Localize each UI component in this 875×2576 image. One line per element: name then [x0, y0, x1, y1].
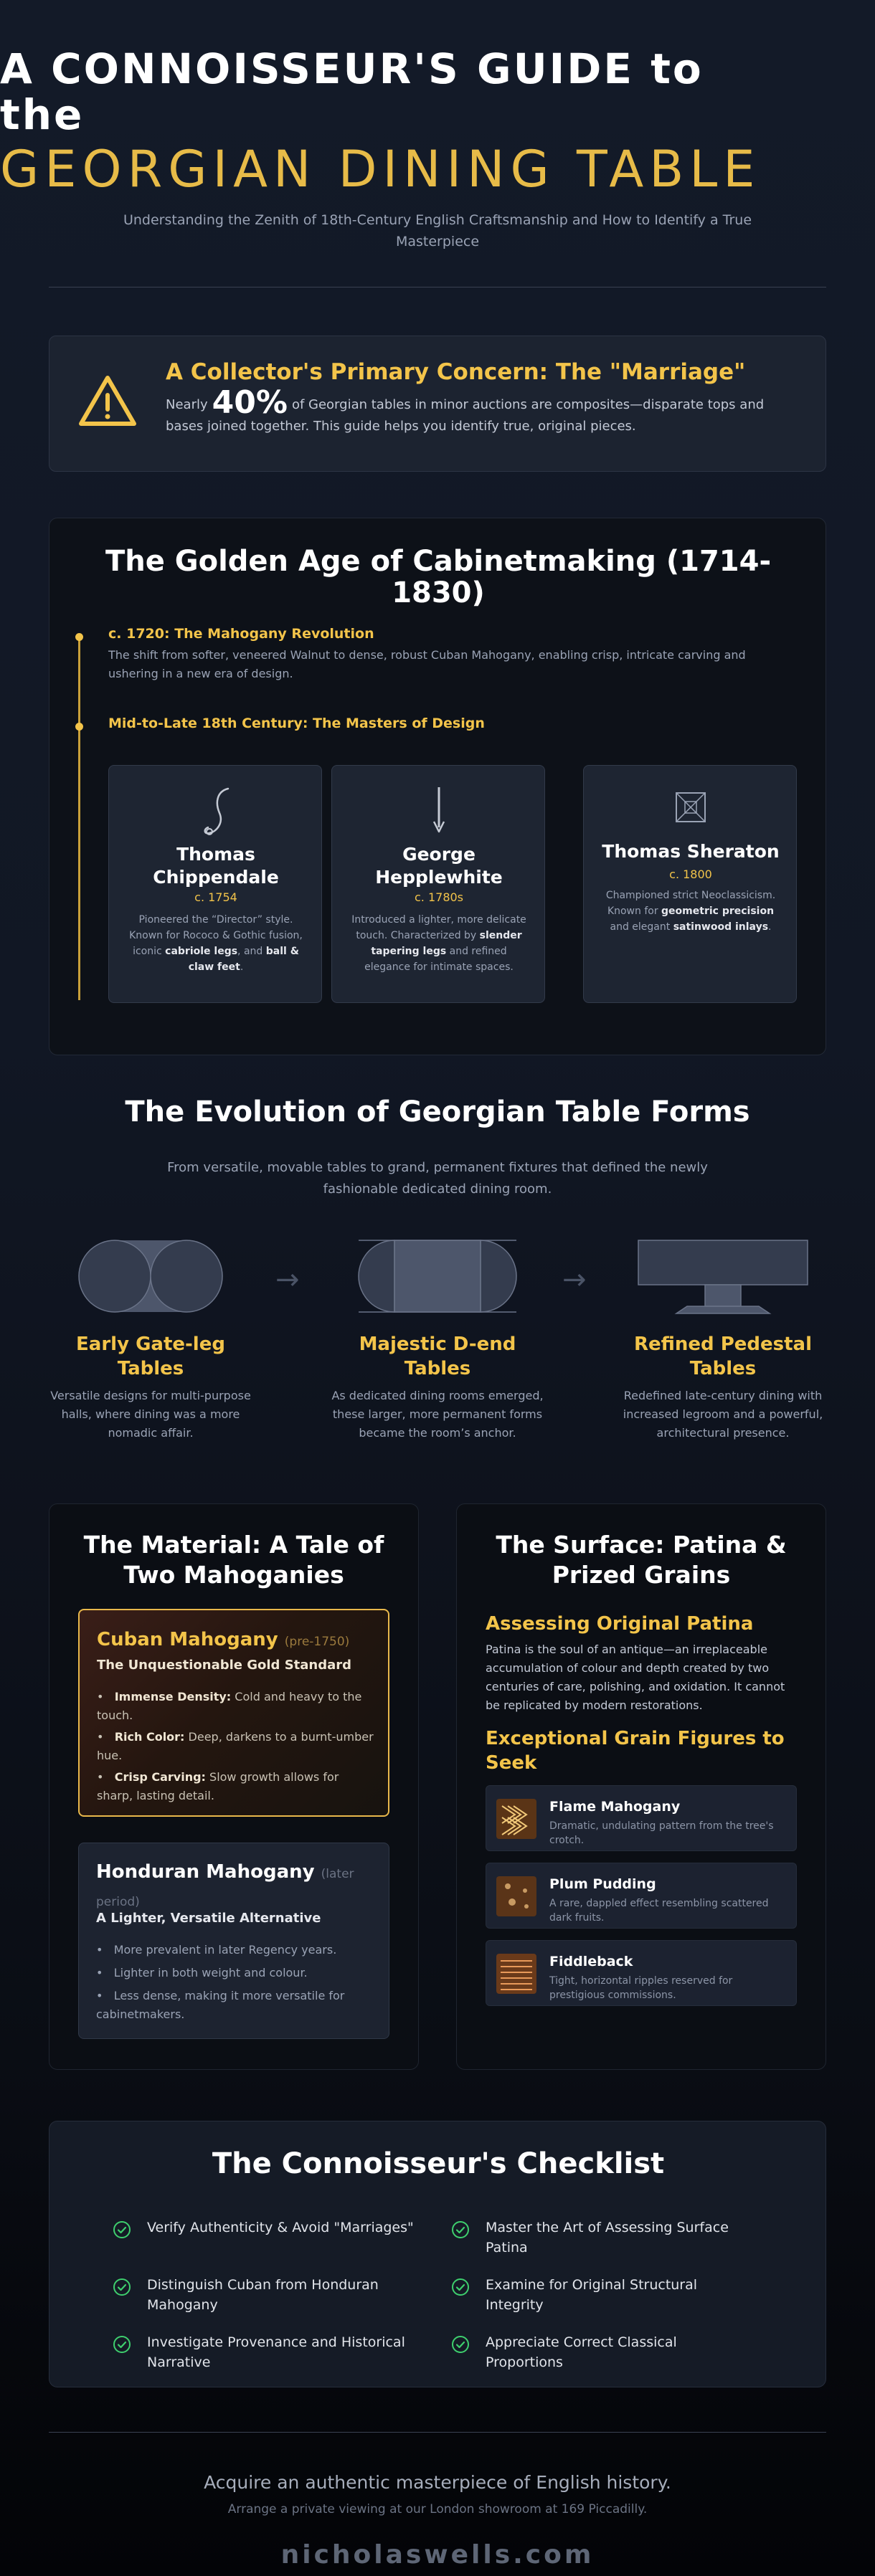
checklist-label: Verify Authenticity & Avoid "Marriages" [147, 2220, 414, 2235]
master-card-chippendale [108, 765, 322, 1003]
master-year: c. 1754 [194, 890, 237, 904]
patina-text: Patina is the soul of an antique—an irreplaceable accumulation of colour and depth created by two centuries of care, polishing, and oxidation. It cannot be replicated by modern restorations. [486, 1643, 785, 1712]
cuban-era: (pre-1750) [284, 1635, 350, 1649]
page-title-line-2: the [0, 90, 85, 139]
check-circle-icon [451, 2335, 470, 2354]
d-end-table-icon [330, 1233, 545, 1319]
checklist-label: Appreciate Correct Classical Proportions [486, 2334, 677, 2370]
timeline-text: The shift from softer, veneered Walnut to dense, robust Cuban Mahogany, enabling crisp, intricate carving and ushering in a new era of design. [108, 648, 746, 680]
timeline-line [78, 635, 80, 1000]
timeline-heading: c. 1720: The Mahogany Revolution [108, 626, 374, 642]
grain-description: A rare, dappled effect resembling scattered dark fruits. [549, 1898, 769, 1924]
list-item: • Immense Density: Cold and heavy to the touch. [97, 1690, 362, 1722]
cuban-title: Cuban Mahogany (pre-1750) [97, 1629, 350, 1650]
page-title-line-1: A CONNOISSEUR'S GUIDE to [0, 44, 704, 93]
grain-item-plum-pudding [486, 1863, 797, 1929]
golden-age-section [49, 518, 826, 1055]
flame-grain-swatch-icon [496, 1799, 536, 1839]
grain-description: Dramatic, undulating pattern from the tree's crotch. [549, 1820, 774, 1846]
check-circle-icon [113, 2335, 131, 2354]
arrow-icon: → [275, 1263, 300, 1296]
honduran-subtitle: A Lighter, Versatile Alternative [96, 1911, 321, 1926]
list-item: • Lighter in both weight and colour. [96, 1966, 308, 1979]
tapering-leg-icon [332, 781, 546, 839]
form-description: Redefined late-century dining with increased legroom and a powerful, architectural presence. [623, 1389, 823, 1440]
honduran-era: (later period) [96, 1867, 354, 1909]
page-title-line-3: GEORGIAN DINING TABLE [0, 140, 761, 199]
checklist-label: Examine for Original Structural Integrity [486, 2277, 698, 2313]
cuban-mahogany-card [78, 1609, 389, 1817]
alert-text: of Georgian tables in minor auctions are composites—disparate tops and bases joined together. This guide helps you identify true, original pieces. [166, 397, 765, 434]
alert-title: A Collector's Primary Concern: The "Marriage" [166, 359, 746, 385]
cuban-subtitle: The Unquestionable Gold Standard [97, 1658, 352, 1673]
checklist-label: Distinguish Cuban from Honduran Mahogany [147, 2277, 379, 2313]
surface-title: The Surface: Patina & Prized Grains [496, 1531, 787, 1589]
check-circle-icon [451, 2278, 470, 2296]
form-name: Majestic D-end Tables [359, 1334, 516, 1379]
form-name: Early Gate-leg Tables [76, 1334, 225, 1379]
geometric-inlay-icon [584, 781, 798, 839]
form-description: Versatile designs for multi-purpose halls, where dining was a more nomadic affair. [50, 1389, 251, 1440]
form-name: Refined Pedestal Tables [633, 1334, 813, 1379]
master-description: Championed strict Neoclassicism. Known for geometric precision and elegant satinwood inlays. [605, 890, 776, 933]
evolution-subtitle: From versatile, movable tables to grand, permanent fixtures that defined the newly fashionable dedicated dining room. [167, 1160, 708, 1197]
list-item: • Rich Color: Deep, darkens to a burnt-umber hue. [97, 1730, 374, 1762]
master-year: c. 1780s [414, 890, 464, 904]
footer-cta: Acquire an authentic masterpiece of English history. [204, 2472, 671, 2493]
divider [49, 2432, 826, 2433]
master-name: Thomas Chippendale [153, 844, 279, 888]
honduran-title: Honduran Mahogany (later period) [96, 1861, 354, 1909]
footer-note: Arrange a private viewing at our London showroom at 169 Piccadilly. [227, 2502, 648, 2516]
timeline-dot [75, 723, 83, 731]
pedestal-table-icon [615, 1233, 831, 1319]
footer-brand-link[interactable]: nicholaswells.com [280, 2540, 595, 2570]
arrow-icon: → [562, 1263, 587, 1296]
honduran-mahogany-card [78, 1843, 389, 2039]
page-subtitle: Understanding the Zenith of 18th-Century English Craftsmanship and How to Identify a True Masterpiece [123, 212, 752, 249]
grain-item-flame [486, 1785, 797, 1851]
check-circle-icon [451, 2220, 470, 2239]
cabriole-leg-icon [109, 781, 323, 839]
grain-name: Plum Pudding [549, 1876, 656, 1892]
warning-icon [77, 372, 138, 429]
grain-description: Tight, horizontal ripples reserved for prestigious commissions. [549, 1975, 733, 2001]
master-year: c. 1800 [669, 868, 712, 881]
grain-name: Fiddleback [549, 1954, 633, 1969]
master-description: Introduced a lighter, more delicate touch. Characterized by slender tapering legs and refined elegance for intimate spaces. [351, 914, 526, 973]
checklist-label: Investigate Provenance and Historical Narrative [147, 2334, 405, 2370]
timeline-heading: Mid-to-Late 18th Century: The Masters of Design [108, 716, 485, 731]
check-circle-icon [113, 2220, 131, 2239]
master-name: Thomas Sheraton [602, 841, 780, 862]
golden-age-title: The Golden Age of Cabinetmaking (1714-1830) [105, 545, 772, 609]
timeline-dot [75, 633, 83, 641]
checklist-title: The Connoisseur's Checklist [212, 2147, 665, 2180]
marriage-alert-card [49, 336, 826, 472]
checklist-label: Master the Art of Assessing Surface Patina [486, 2220, 729, 2256]
alert-stat: 40% [212, 384, 288, 421]
form-description: As dedicated dining rooms emerged, these larger, more permanent forms became the room’s anchor. [331, 1389, 544, 1440]
checklist-section [49, 2121, 826, 2387]
grain-name: Flame Mahogany [549, 1799, 681, 1815]
list-item: • More prevalent in later Regency years. [96, 1943, 337, 1957]
surface-panel [456, 1503, 826, 2070]
master-card-hepplewhite [331, 765, 545, 1003]
check-circle-icon [113, 2278, 131, 2296]
material-title: The Material: A Tale of Two Mahoganies [83, 1531, 384, 1589]
material-panel [49, 1503, 419, 2070]
fiddleback-swatch-icon [496, 1954, 536, 1994]
master-name: George Hepplewhite [375, 844, 503, 888]
master-description: Pioneered the “Director” style. Known for Rococo & Gothic fusion, iconic cabriole legs, and ball & claw feet. [129, 914, 303, 973]
master-card-sheraton [583, 765, 797, 1003]
plum-pudding-swatch-icon [496, 1876, 536, 1916]
alert-body [166, 384, 797, 437]
alert-prefix: Nearly [166, 397, 208, 412]
patina-heading: Assessing Original Patina [486, 1613, 754, 1635]
evolution-title: The Evolution of Georgian Table Forms [125, 1095, 750, 1128]
gate-leg-table-icon [43, 1233, 258, 1319]
list-item: • Crisp Carving: Slow growth allows for sharp, lasting detail. [97, 1770, 339, 1802]
grain-item-fiddleback [486, 1940, 797, 2006]
grain-heading: Exceptional Grain Figures to Seek [486, 1728, 785, 1774]
list-item: • Less dense, making it more versatile for cabinetmakers. [96, 1989, 345, 2021]
